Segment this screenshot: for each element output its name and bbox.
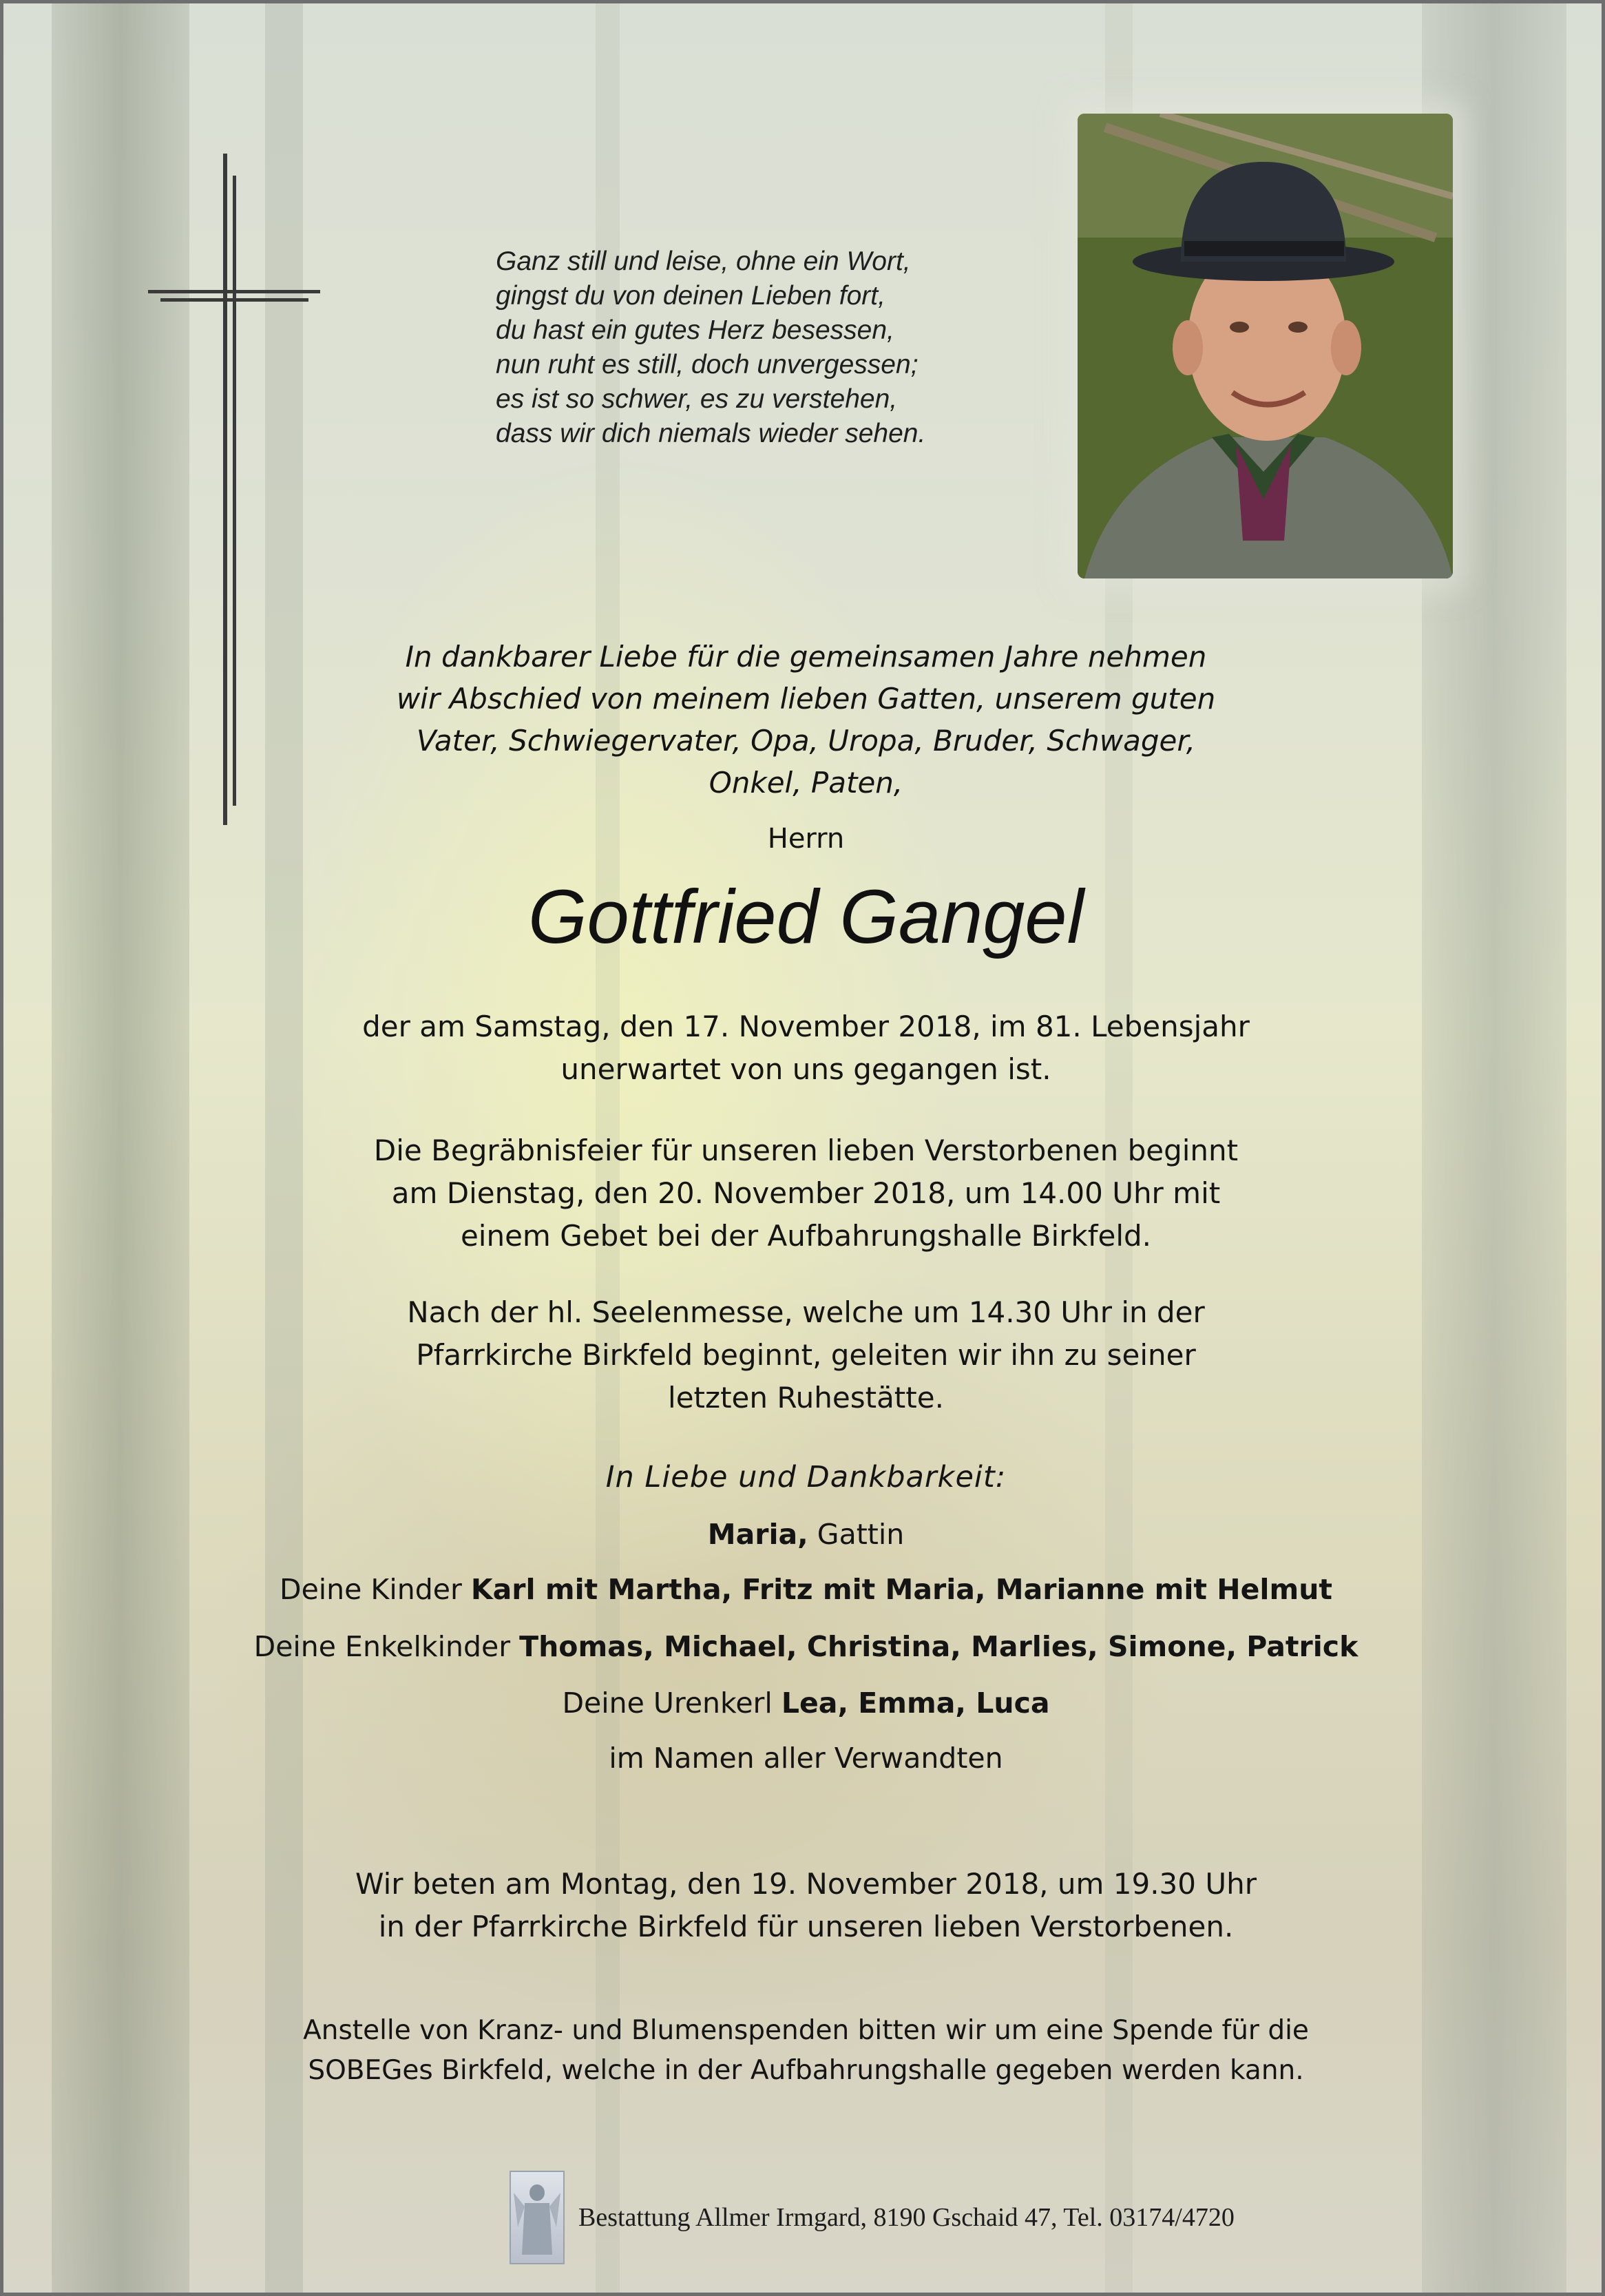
children-label: Deine Kinder [280, 1573, 462, 1606]
funeral-home-footer [510, 2169, 1235, 2266]
salutation: Herrn [767, 823, 845, 855]
funeral-line: Die Begräbnisfeier für unseren lieben Verstorbenen beginnt [373, 1134, 1239, 1167]
funeral-line: am Dienstag, den 20. November 2018, um 14.00 Uhr mit [391, 1176, 1221, 1210]
portrait-photo [1078, 114, 1453, 578]
donation-line: SOBEGes Birkfeld, welche in der Aufbahrungshalle gegeben werden kann. [308, 2055, 1304, 2086]
mass-line: Nach der hl. Seelenmesse, welche um 14.30 Uhr in der [407, 1295, 1205, 1329]
donation-line: Anstelle von Kranz- und Blumenspenden bitten wir um eine Spende für die [303, 2015, 1309, 2046]
poem-line: gingst du von deinen Lieben fort, [496, 281, 885, 311]
mass-line: letzten Ruhestätte. [668, 1381, 944, 1415]
in-liebe-heading: In Liebe und Dankbarkeit: [605, 1460, 1007, 1494]
poem-line: es ist so schwer, es zu verstehen, [496, 384, 898, 414]
death-notice-line: unerwartet von uns gegangen ist. [560, 1052, 1051, 1086]
poem-line: Ganz still und leise, ohne ein Wort, [496, 247, 911, 276]
intro-line: Vater, Schwiegervater, Opa, Uropa, Bruder, Schwager, [416, 724, 1196, 758]
poem-line: dass wir dich niemals wieder sehen. [496, 419, 926, 448]
funeral-info [3, 1129, 1605, 1257]
poem [496, 244, 992, 451]
wife-role: Gattin [817, 1518, 905, 1551]
donation-info [3, 2011, 1605, 2091]
family-greatgrandchildren [3, 1682, 1605, 1724]
death-notice-line: der am Samstag, den 17. November 2018, im 81. Lebensjahr [362, 1010, 1250, 1043]
greatgrand-names: Lea, Emma, Luca [781, 1687, 1050, 1720]
intro-text [3, 636, 1605, 804]
family-children [3, 1569, 1605, 1610]
family-grandchildren [3, 1626, 1605, 1667]
deceased-name: Gottfried Gangel [527, 875, 1084, 959]
poem-line: du hast ein gutes Herz besessen, [496, 315, 894, 345]
poem-line: nun ruht es still, doch unvergessen; [496, 350, 919, 379]
grandchildren-label: Deine Enkelkinder [253, 1630, 511, 1663]
intro-line: wir Abschied von meinem lieben Gatten, unserem guten [396, 682, 1216, 716]
intro-line: In dankbarer Liebe für die gemeinsamen Jahre nehmen [405, 640, 1207, 674]
wife-name: Maria, [707, 1518, 808, 1551]
family-wife [3, 1514, 1605, 1555]
grandchildren-names: Thomas, Michael, Christina, Marlies, Simone, Patrick [519, 1630, 1359, 1663]
greatgrand-label: Deine Urenkerl [562, 1687, 773, 1720]
mass-line: Pfarrkirche Birkfeld beginnt, geleiten wir ihn zu seiner [416, 1338, 1196, 1372]
death-notice [3, 1005, 1605, 1091]
intro-line: Onkel, Paten, [709, 766, 903, 800]
prayer-info [3, 1863, 1605, 1948]
funeral-home-contact: Bestattung Allmer Irmgard, 8190 Gschaid 47, Tel. 03174/4720 [578, 2203, 1235, 2232]
portrait-illustration [1078, 114, 1453, 578]
angel-logo-icon [510, 2171, 565, 2264]
children-names: Karl mit Martha, Fritz mit Maria, Marianne mit Helmut [470, 1573, 1332, 1606]
prayer-line: Wir beten am Montag, den 19. November 2018, um 19.30 Uhr [355, 1867, 1257, 1901]
funeral-line: einem Gebet bei der Aufbahrungshalle Birkfeld. [460, 1219, 1152, 1253]
prayer-line: in der Pfarrkirche Birkfeld für unseren lieben Verstorbenen. [378, 1910, 1234, 1943]
mass-info [3, 1291, 1605, 1419]
family-relatives: im Namen aller Verwandten [609, 1742, 1003, 1775]
